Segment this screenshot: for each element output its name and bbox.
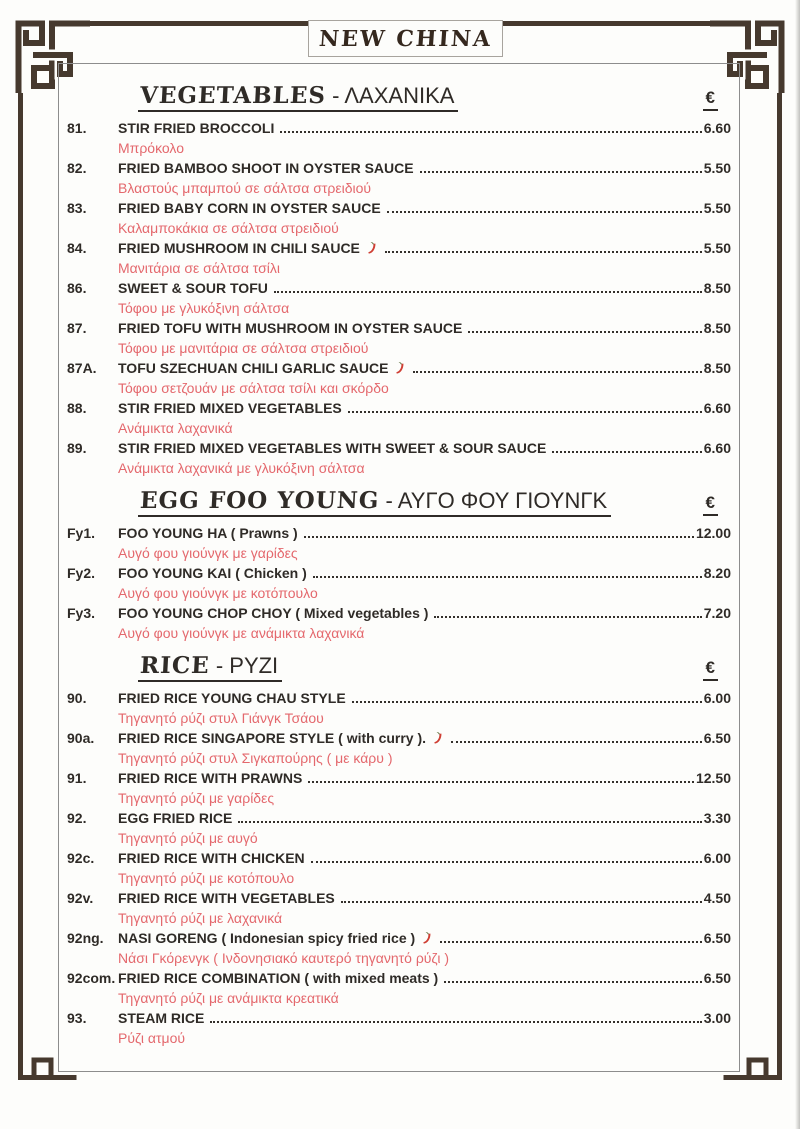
item-main-line — [67, 848, 731, 868]
item-main-line — [67, 808, 731, 828]
item-price: 6.00 — [703, 850, 731, 866]
item-main-line — [67, 563, 731, 583]
item-price: 6.60 — [703, 120, 731, 136]
item-main-line — [67, 928, 731, 948]
menu-item — [67, 398, 731, 438]
menu-item — [67, 278, 731, 318]
item-greek-name: Νάσι Γκόρενγκ ( Ινδονησιακό καυτερό τηγανητό ρύζι ) — [118, 950, 450, 966]
menu-item — [67, 848, 731, 888]
item-name: STIR FRIED MIXED VEGETABLES WITH SWEET & SOUR SAUCE — [118, 440, 547, 456]
item-main-line — [67, 888, 731, 908]
item-name: STIR FRIED MIXED VEGETABLES — [118, 400, 342, 416]
item-number: 89. — [67, 440, 87, 456]
item-name: FOO YOUNG CHOP CHOY ( Mixed vegetables ) — [118, 605, 429, 621]
currency-header: € — [703, 88, 718, 111]
item-name: EGG FRIED RICE — [118, 810, 233, 826]
item-name: FRIED TOFU WITH MUSHROOM IN OYSTER SAUCE — [118, 320, 463, 336]
item-price: 6.50 — [703, 970, 731, 986]
scan-edge-shadow — [795, 0, 800, 1129]
dot-leader — [311, 861, 702, 863]
dot-leader — [274, 291, 702, 293]
item-main-line — [67, 238, 731, 258]
menu-page — [58, 63, 740, 1072]
menu-item — [67, 968, 731, 1008]
section-title-english: VEGETABLES — [139, 82, 327, 109]
item-number: 92ng. — [67, 930, 104, 946]
item-main-line — [67, 358, 731, 378]
menu-item — [67, 438, 731, 478]
menu-item — [67, 158, 731, 198]
item-price: 3.30 — [703, 810, 731, 826]
item-number: 84. — [67, 240, 87, 256]
item-price: 5.50 — [703, 240, 731, 256]
item-main-line — [67, 768, 731, 788]
item-number: 87A. — [67, 360, 97, 376]
menu-item — [67, 198, 731, 238]
item-price: 6.50 — [703, 730, 731, 746]
dot-leader — [352, 701, 702, 703]
section-title — [138, 487, 611, 517]
item-number: 92. — [67, 810, 87, 826]
item-price: 5.50 — [703, 160, 731, 176]
item-price: 3.00 — [703, 1010, 731, 1026]
item-greek-name: Τηγανητό ρύζι με αυγό — [118, 830, 258, 846]
dot-leader — [451, 741, 702, 743]
section-title-greek: - ΛΑΧΑΝΙΚΑ — [326, 83, 455, 108]
menu-item — [67, 523, 731, 563]
menu-item — [67, 928, 731, 968]
section-title — [138, 82, 458, 112]
dot-leader — [387, 211, 702, 213]
outer-border-right — [777, 90, 782, 1012]
item-number: 92c. — [67, 850, 95, 866]
section-title-english: EGG FOO YOUNG — [139, 487, 381, 514]
item-price: 6.60 — [703, 400, 731, 416]
item-price: 6.50 — [703, 930, 731, 946]
menu-sections — [67, 82, 731, 1048]
section-title-english: RICE — [139, 652, 211, 679]
item-price: 5.50 — [703, 200, 731, 216]
menu-item — [67, 808, 731, 848]
menu-item — [67, 238, 731, 278]
item-number: 86. — [67, 280, 87, 296]
item-greek-name: Αυγό φου γιούνγκ με γαρίδες — [118, 545, 298, 561]
item-main-line — [67, 158, 731, 178]
item-price: 8.50 — [703, 320, 731, 336]
dot-leader — [385, 251, 702, 253]
item-name: FRIED RICE COMBINATION ( with mixed meats ) — [118, 970, 439, 986]
restaurant-title-box — [308, 20, 503, 57]
item-number: 91. — [67, 770, 87, 786]
dot-leader — [280, 131, 701, 133]
item-number: 83. — [67, 200, 87, 216]
item-price: 4.50 — [703, 890, 731, 906]
item-name: FRIED RICE YOUNG CHAU STYLE — [118, 690, 346, 706]
menu-item — [67, 888, 731, 928]
item-name: TOFU SZECHUAN CHILI GARLIC SAUCE — [118, 360, 389, 376]
item-greek-name: Ανάμικτα λαχανικά με γλυκόξινη σάλτσα — [118, 460, 365, 476]
item-price: 8.50 — [703, 360, 731, 376]
item-price: 7.20 — [703, 605, 731, 621]
menu-item — [67, 563, 731, 603]
item-main-line — [67, 603, 731, 623]
item-greek-name: Αυγό φου γιούνγκ με ανάμικτα λαχανικά — [118, 625, 365, 641]
item-greek-name: Τόφου με μανιτάρια σε σάλτσα στρειδιού — [118, 340, 369, 356]
item-name: SWEET & SOUR TOFU — [118, 280, 268, 296]
dot-leader — [413, 371, 701, 373]
item-price: 6.60 — [703, 440, 731, 456]
item-main-line — [67, 1008, 731, 1028]
chili-icon — [391, 359, 409, 377]
chili-icon — [429, 729, 447, 747]
item-price: 8.50 — [703, 280, 731, 296]
menu-item — [67, 1008, 731, 1048]
dot-leader — [552, 451, 701, 453]
item-greek-name: Τηγανητό ρύζι με ανάμικτα κρεατικά — [118, 990, 339, 1006]
item-number: 81. — [67, 120, 87, 136]
section-header — [67, 82, 731, 112]
item-main-line — [67, 688, 731, 708]
item-greek-name: Τηγανητό ρύζι στυλ Σιγκαπούρης ( με κάρυ ) — [118, 750, 393, 766]
item-number: 82. — [67, 160, 87, 176]
item-main-line — [67, 118, 731, 138]
item-number: 92v. — [67, 890, 94, 906]
item-greek-name: Μανιτάρια σε σάλτσα τσίλι — [118, 260, 281, 276]
dot-leader — [304, 536, 694, 538]
currency-header: € — [703, 658, 718, 681]
item-main-line — [67, 438, 731, 458]
section-title — [138, 652, 282, 682]
currency-header: € — [703, 493, 718, 516]
menu-item — [67, 358, 731, 398]
item-name: FRIED RICE SINGAPORE STYLE ( with curry ). — [118, 730, 427, 746]
dot-leader — [440, 941, 702, 943]
item-main-line — [67, 728, 731, 748]
menu-item — [67, 728, 731, 768]
item-name: FRIED RICE WITH PRAWNS — [118, 770, 303, 786]
restaurant-name: NEW CHINA — [318, 25, 493, 52]
item-main-line — [67, 523, 731, 543]
item-greek-name: Ανάμικτα λαχανικά — [118, 420, 233, 436]
item-number: 88. — [67, 400, 87, 416]
dot-leader — [308, 781, 694, 783]
item-name: STEAM RICE — [118, 1010, 205, 1026]
dot-leader — [238, 821, 701, 823]
section-title-greek: - ΑΥΓΟ ΦΟΥ ΓΙΟΥΝΓΚ — [379, 488, 608, 513]
item-name: FRIED BAMBOO SHOOT IN OYSTER SAUCE — [118, 160, 414, 176]
outer-border-left — [18, 90, 23, 1012]
item-name: NASI GORENG ( Indonesian spicy fried rice ) — [118, 930, 416, 946]
item-number: 90. — [67, 690, 87, 706]
item-name: FRIED MUSHROOM IN CHILI SAUCE — [118, 240, 360, 256]
item-number: Fy2. — [67, 565, 96, 581]
item-greek-name: Τόφου σετζουάν με σάλτσα τσίλι και σκόρδο — [118, 380, 389, 396]
section-title-greek: - ΡΥΖΙ — [209, 653, 279, 678]
item-number: 93. — [67, 1010, 87, 1026]
dot-leader — [444, 981, 702, 983]
item-main-line — [67, 398, 731, 418]
item-number: 90a. — [67, 730, 95, 746]
item-number: Fy1. — [67, 525, 96, 541]
item-greek-name: Μπρόκολο — [118, 140, 184, 156]
chili-icon — [363, 239, 381, 257]
menu-item — [67, 318, 731, 358]
dot-leader — [210, 1021, 701, 1023]
item-greek-name: Τόφου με γλυκόξινη σάλτσα — [118, 300, 290, 316]
item-greek-name: Καλαμποκάκια σε σάλτσα στρειδιού — [118, 220, 339, 236]
item-name: FRIED RICE WITH VEGETABLES — [118, 890, 335, 906]
section-header — [67, 487, 731, 517]
dot-leader — [341, 901, 702, 903]
item-main-line — [67, 278, 731, 298]
dot-leader — [313, 576, 702, 578]
dot-leader — [434, 616, 701, 618]
item-name: STIR FRIED BROCCOLI — [118, 120, 275, 136]
item-greek-name: Τηγανητό ρύζι με κοτόπουλο — [118, 870, 295, 886]
item-price: 12.00 — [695, 525, 731, 541]
item-greek-name: Τηγανητό ρύζι στυλ Γιάνγκ Τσάου — [118, 710, 324, 726]
item-price: 6.00 — [703, 690, 731, 706]
item-greek-name: Ρύζι ατμού — [118, 1030, 186, 1046]
chili-icon — [418, 929, 436, 947]
item-price: 8.20 — [703, 565, 731, 581]
item-greek-name: Αυγό φου γιούνγκ με κοτόπουλο — [118, 585, 318, 601]
item-greek-name: Τηγανητό ρύζι με λαχανικά — [118, 910, 283, 926]
item-number: 92com. — [67, 970, 116, 986]
item-main-line — [67, 968, 731, 988]
item-price: 12.50 — [695, 770, 731, 786]
item-name: FOO YOUNG KAI ( Chicken ) — [118, 565, 307, 581]
item-main-line — [67, 318, 731, 338]
item-main-line — [67, 198, 731, 218]
menu-item — [67, 768, 731, 808]
item-name: FOO YOUNG HA ( Prawns ) — [118, 525, 298, 541]
menu-item — [67, 118, 731, 158]
item-name: FRIED BABY CORN IN OYSTER SAUCE — [118, 200, 381, 216]
section-header — [67, 652, 731, 682]
item-number: 87. — [67, 320, 87, 336]
dot-leader — [420, 171, 702, 173]
menu-item — [67, 603, 731, 643]
dot-leader — [348, 411, 702, 413]
dot-leader — [468, 331, 701, 333]
menu-item — [67, 688, 731, 728]
item-number: Fy3. — [67, 605, 96, 621]
item-name: FRIED RICE WITH CHICKEN — [118, 850, 305, 866]
item-greek-name: Βλαστούς μπαμπού σε σάλτσα στρειδιού — [118, 180, 372, 196]
item-greek-name: Τηγανητό ρύζι με γαρίδες — [118, 790, 275, 806]
